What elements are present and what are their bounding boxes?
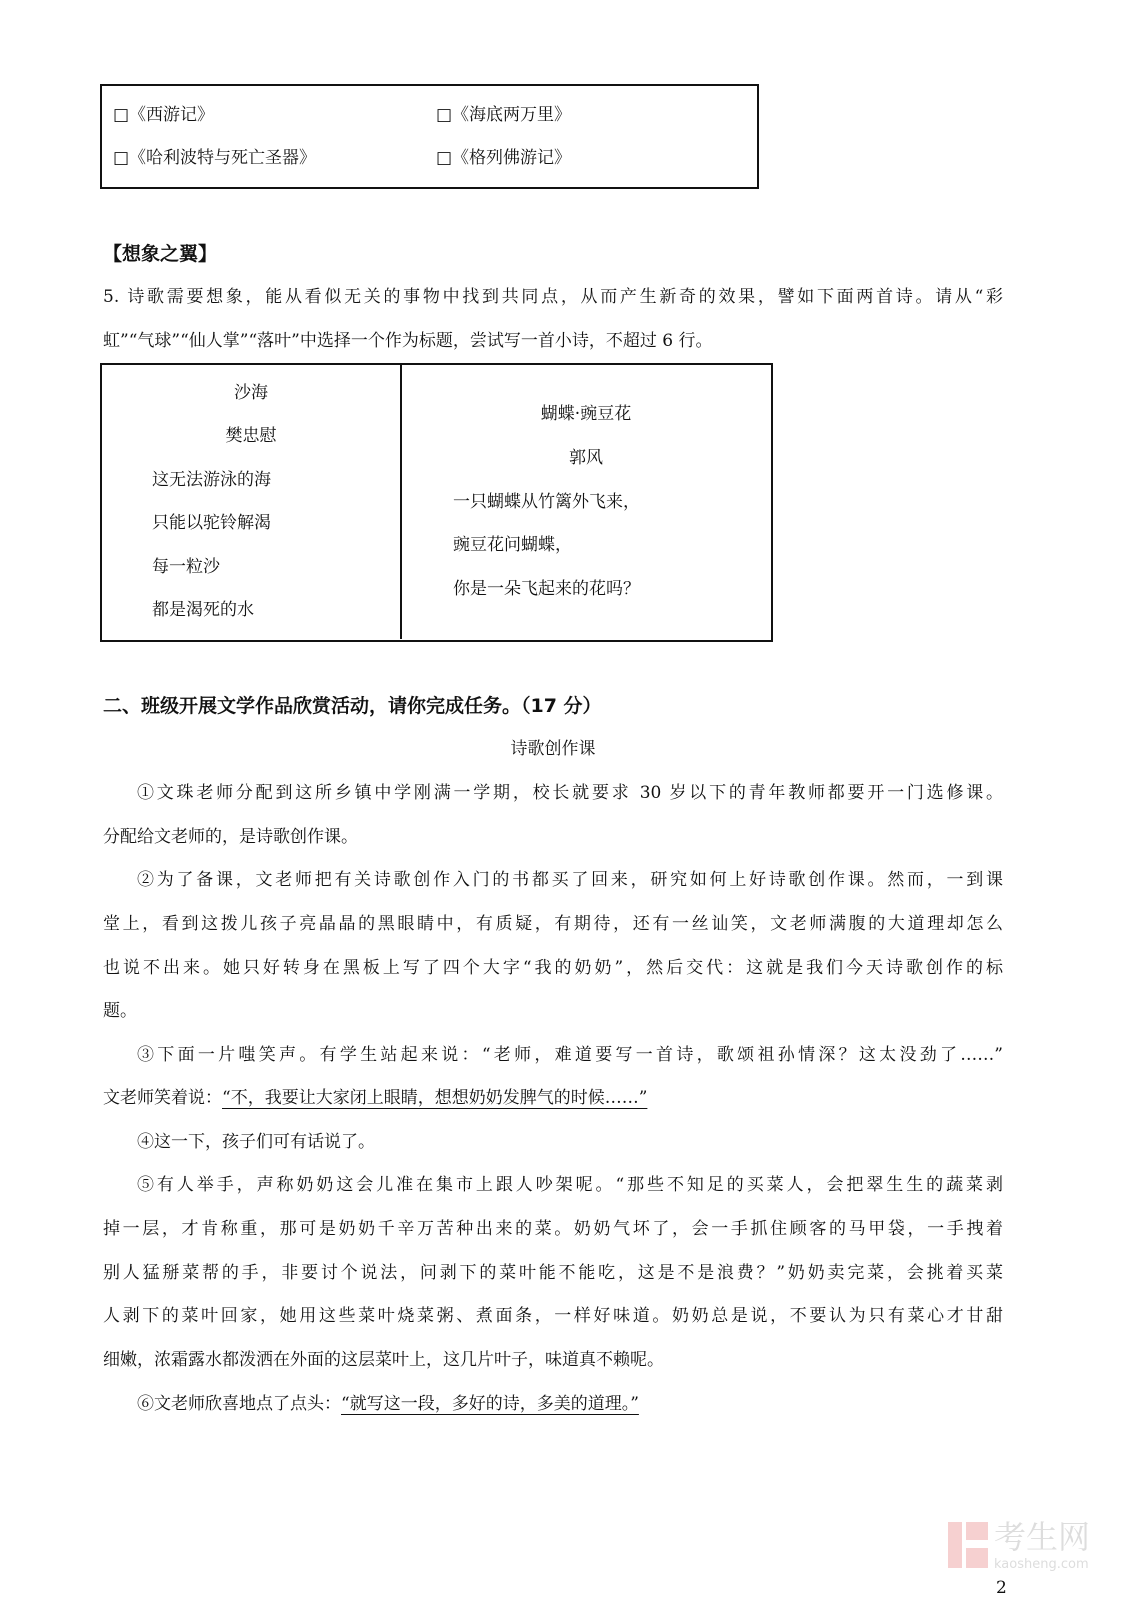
question-line: 虹”“气球”“仙人掌”“落叶”中选择一个作为标题，尝试写一首小诗，不超过 6 行。 xyxy=(103,331,713,351)
poem-right-line: 一只蝴蝶从竹篱外飞来， xyxy=(453,492,640,512)
poem-right-line: 豌豆花问蝴蝶， xyxy=(453,535,572,555)
poem-left-line: 这无法游泳的海 xyxy=(152,470,271,490)
article-line: ②为了备课，文老师把有关诗歌创作入门的书都买了回来，研究如何上好诗歌创作课。然而，一到课 xyxy=(137,870,1003,890)
article-text: ⑥文老师欣喜地点了点头： xyxy=(137,1394,341,1414)
poem-right-title: 蝴蝶·豌豆花 xyxy=(540,404,632,424)
article-line: 别人猛掰菜帮的手，非要讨个说法，问剥下的菜叶能不能吃，这是不是浪费？”奶奶卖完菜，会挑着买菜 xyxy=(103,1263,1003,1283)
underlined-quote: “就写这一段，多好的诗，多美的道理。” xyxy=(341,1394,639,1414)
article-line xyxy=(137,1382,1003,1426)
book-option[interactable]: □《格列佛游记》 xyxy=(436,148,572,168)
poem-left-line: 都是渴死的水 xyxy=(152,600,254,620)
article-title: 诗歌创作课 xyxy=(510,739,596,759)
article-line: ①文珠老师分配到这所乡镇中学刚满一学期，校长就要求 30 岁以下的青年教师都要开一门选修课。 xyxy=(137,783,1003,803)
article-line: ③下面一片嗤笑声。有学生站起来说：“老师，难道要写一首诗，歌颂祖孙情深？这太没劲了……” xyxy=(137,1045,1003,1065)
article-line: 也说不出来。她只好转身在黑板上写了四个大字“我的奶奶”，然后交代：这就是我们今天诗歌创作的标 xyxy=(103,958,1003,978)
poem-left-author: 樊忠慰 xyxy=(225,426,277,446)
watermark-en: kaosheng.com xyxy=(994,1557,1089,1572)
article-text: 文老师笑着说： xyxy=(103,1088,222,1108)
poem-left-line: 每一粒沙 xyxy=(152,557,220,577)
book-option[interactable]: □《海底两万里》 xyxy=(436,105,572,125)
question-line: 5. 诗歌需要想象，能从看似无关的事物中找到共同点，从而产生新奇的效果，譬如下面两首诗。请从“彩 xyxy=(103,287,1003,307)
article-line: 细嫩，浓霜露水都泼洒在外面的这层菜叶上，这几片叶子，味道真不赖呢。 xyxy=(103,1350,664,1370)
poem-left-line: 只能以驼铃解渴 xyxy=(152,513,271,533)
underlined-quote: “不，我要让大家闭上眼睛，想想奶奶发脾气的时候……” xyxy=(222,1088,648,1108)
article-line: ⑤有人举手，声称奶奶这会儿准在集市上跟人吵架呢。“那些不知足的买菜人，会把翠生生的蔬菜剥 xyxy=(137,1175,1003,1195)
logo-mark-icon xyxy=(948,1522,988,1568)
article-line: 掉一层，才肯称重，那可是奶奶千辛万苦种出来的菜。奶奶气坏了，会一手抓住顾客的马甲袋，一手拽着 xyxy=(103,1219,1003,1239)
poem-right-line: 你是一朵飞起来的花吗？ xyxy=(453,579,640,599)
poem-left-title: 沙海 xyxy=(234,383,268,403)
imagination-heading: 【想象之翼】 xyxy=(103,243,218,265)
book-option[interactable]: □《西游记》 xyxy=(113,105,215,125)
article-line: 分配给文老师的，是诗歌创作课。 xyxy=(103,827,358,847)
article-line: 人剥下的菜叶回家，她用这些菜叶烧菜粥、煮面条，一样好味道。奶奶总是说，不要认为只有菜心才甘甜 xyxy=(103,1306,1003,1326)
section2-heading: 二、班级开展文学作品欣赏活动，请你完成任务。（17 分） xyxy=(103,695,602,717)
article-line: 堂上，看到这拨儿孩子亮晶晶的黑眼睛中，有质疑，有期待，还有一丝讪笑，文老师满腹的大道理却怎么 xyxy=(103,914,1003,934)
article-line xyxy=(103,1076,1003,1120)
poem-right-author: 郭风 xyxy=(569,448,603,468)
book-option[interactable]: □《哈利波特与死亡圣器》 xyxy=(113,148,317,168)
article-line: ④这一下，孩子们可有话说了。 xyxy=(137,1132,375,1152)
article-line: 题。 xyxy=(103,1001,137,1021)
kaosheng-watermark-logo xyxy=(948,1520,1098,1574)
page-number: 2 xyxy=(996,1578,1007,1598)
watermark-cn: 考生网 xyxy=(994,1518,1091,1556)
